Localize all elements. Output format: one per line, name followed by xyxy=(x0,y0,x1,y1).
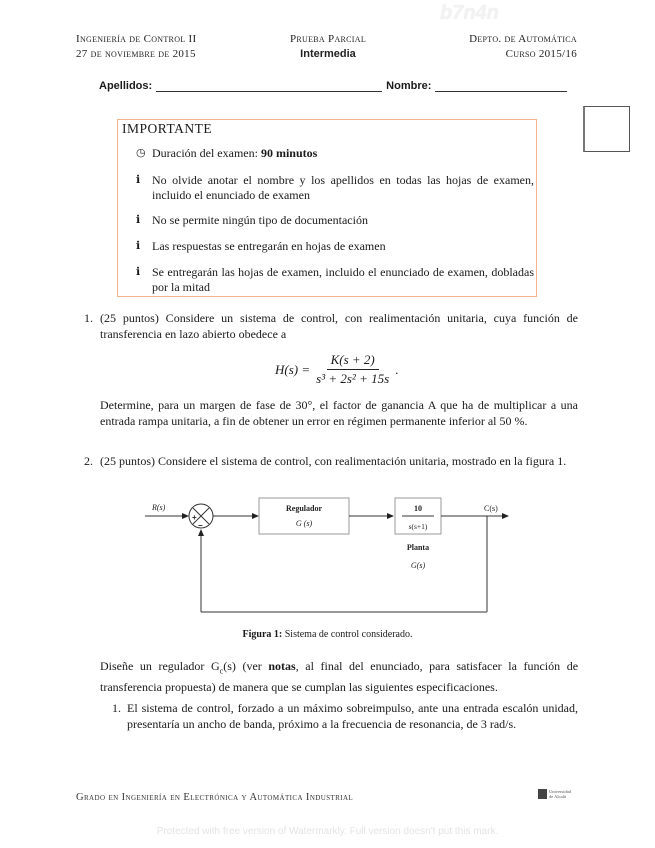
plant-numerator: 10 xyxy=(414,504,422,513)
figure-caption xyxy=(0,629,655,640)
important-item: ℹ Las respuestas se entregarán en hojas de examen xyxy=(136,239,386,253)
summing-minus: − xyxy=(198,521,203,530)
question-1-intro: (25 puntos) Considere un sistema de control, con realimentación unitaria, cuya función de transferencia en lazo abierto obedece a xyxy=(100,311,578,341)
clock-icon: ◷ xyxy=(136,147,146,159)
plant-label: Planta xyxy=(406,543,430,552)
header-left xyxy=(76,32,196,62)
important-item: ℹ Se entregarán las hojas de examen, incluido el enunciado de examen, dobladas por la mitad xyxy=(136,265,534,294)
summing-plus: + xyxy=(192,513,197,522)
question-1: 1. (25 puntos) Considere un sistema de control, con realimentación unitaria, cuya función de transferencia en lazo abierto obedece a xyxy=(84,311,578,341)
transfer-function-formula: H(s) = $\frac{K(s + 2)}{\text{s³ + 2s² + 15s}}$ . xyxy=(275,352,399,386)
formula-lhs: H(s) = xyxy=(275,361,311,377)
academic-year: Curso 2015/16 xyxy=(505,48,577,60)
exam-date: 27 de noviembre de 2015 xyxy=(76,48,196,60)
footer-program: Grado en Ingeniería en Electrónica y Automática Industrial xyxy=(76,792,354,803)
department: Depto. de Automática xyxy=(469,33,577,45)
important-item: ◷ Duración del examen: 90 minutos xyxy=(136,146,318,160)
grade-box[interactable] xyxy=(583,106,630,152)
info-icon: ℹ xyxy=(136,240,141,252)
question-1-task: Determine, para un margen de fase de 30°, el factor de ganancia A que ha de multiplicar a una entrada rampa unitaria, a fin de obtener un error en régimen permanente inferior al 50 %. xyxy=(100,398,578,428)
important-item: ℹ No se permite ningún tipo de documentación xyxy=(136,213,368,227)
block-diagram xyxy=(140,490,520,620)
watermark-top: b7n4n xyxy=(440,2,499,24)
course-name: Ingeniería de Control II xyxy=(76,33,197,45)
plant-tf-label: G(s) xyxy=(410,561,426,570)
caption-label: Figura 1: xyxy=(242,629,283,640)
info-icon: ℹ xyxy=(136,266,141,278)
important-title: IMPORTANTE xyxy=(122,121,213,136)
controller-tf: G (s) xyxy=(295,519,313,528)
spec-item: 1. El sistema de control, forzado a un máximo sobreimpulso, ante una entrada escalón unidad, presentaría un ancho de banda, próximo a la frecuencia de resonancia, de 3 rad/s. xyxy=(112,701,578,731)
student-name-row xyxy=(99,80,571,92)
info-icon: ℹ xyxy=(136,214,141,226)
plant-denominator: s(s+1) xyxy=(408,522,428,531)
surname-label: Apellidos: xyxy=(99,80,153,92)
important-item: ℹ No olvide anotar el nombre y los apellidos en todas las hojas de examen, incluido el enunciado de examen xyxy=(136,173,534,202)
name-field[interactable] xyxy=(435,81,567,92)
formula-numerator: K(s + 2) xyxy=(327,352,379,370)
caption-text: Sistema de control considerado. xyxy=(284,629,413,640)
exam-subtype: Intermedia xyxy=(300,48,356,60)
formula-fraction xyxy=(312,352,393,387)
header-right xyxy=(469,32,577,62)
notes-ref: notas xyxy=(268,659,296,673)
question-2-intro: (25 puntos) Considere el sistema de control, con realimentación unitaria, mostrado en la figura 1. xyxy=(100,454,567,468)
formula-denominator: s³ + 2s² + 15s xyxy=(316,371,390,386)
question-2: 2. (25 puntos) Considere el sistema de control, con realimentación unitaria, mostrado en la figura 1. xyxy=(84,453,578,469)
info-icon: ℹ xyxy=(136,174,141,186)
input-label: R(s) xyxy=(152,503,166,512)
header-center xyxy=(283,32,373,62)
surname-field[interactable] xyxy=(156,81,382,92)
watermark-bottom: Protected with free version of Watermarkly. Full version doesn't put this mark. xyxy=(156,826,499,837)
exam-type: Prueba Parcial xyxy=(289,33,367,45)
design-statement: Diseñe un regulador $G_c(s)$ (ver notas, al final del enunciado, para satisfacer la función de transferencia propuesta) de manera que se cumplan las siguientes especificaciones. xyxy=(100,659,579,695)
controller-label: Regulador xyxy=(286,504,322,513)
university-crest-icon xyxy=(538,789,547,799)
output-label: C(s) xyxy=(484,504,498,513)
name-label: Nombre: xyxy=(386,80,432,92)
university-logo: Universidad de Alcalá xyxy=(538,789,571,799)
duration-value: 90 minutos xyxy=(260,146,318,160)
